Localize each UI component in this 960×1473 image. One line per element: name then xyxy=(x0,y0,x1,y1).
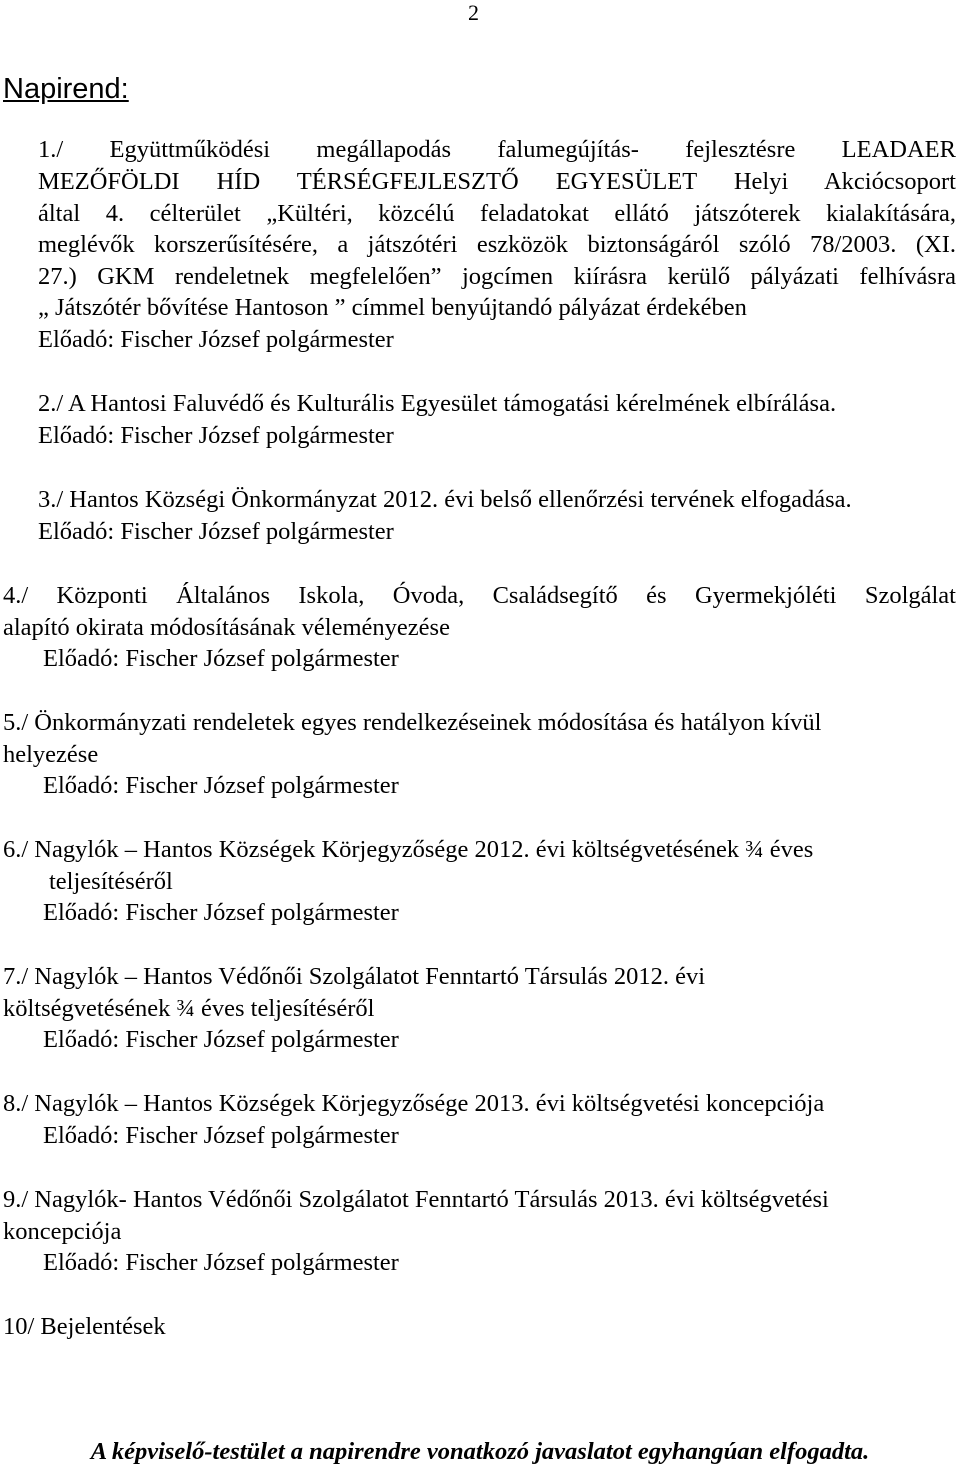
agenda-item-text-line: MEZŐFÖLDI HÍD TÉRSÉGFEJLESZTŐ EGYESÜLET Helyi Akciócsoport xyxy=(38,168,956,195)
agenda-item-text-line: alapító okirata módosításának véleményezése xyxy=(3,613,450,641)
agenda-item-9 xyxy=(3,1184,956,1279)
presenter-line: Előadó: Fischer József polgármester xyxy=(43,1121,399,1149)
agenda-item-text-line: 9./ Nagylók- Hantos Védőnői Szolgálatot Fenntartó Társulás 2013. évi költségvetési xyxy=(3,1186,829,1213)
presenter-line: Előadó: Fischer József polgármester xyxy=(43,1249,399,1276)
agenda-item-1-cont xyxy=(38,166,956,355)
agenda-item-text-line: 3./ Hantos Községi Önkormányzat 2012. évi belső ellenőrzési tervének elfogadása. xyxy=(38,486,852,513)
agenda-item-text-line: 1./ Együttműködési megállapodás falumegújítás- fejlesztésre LEADAER xyxy=(38,136,956,163)
agenda-item-text-line: 10/ Bejelentések xyxy=(3,1313,166,1340)
agenda-item-5 xyxy=(3,707,956,802)
agenda-item-text-line: költségvetésének ¾ éves teljesítéséről xyxy=(3,994,375,1022)
agenda-item-text-line: helyezése xyxy=(3,740,99,768)
agenda-item-text-line: teljesítéséről xyxy=(49,867,173,895)
presenter-line: Előadó: Fischer József polgármester xyxy=(38,325,394,353)
presenter-line: Előadó: Fischer József polgármester xyxy=(38,517,394,545)
agenda-item-text-line: „ Játszótér bővítése Hantoson ” címmel benyújtandó pályázat érdekében xyxy=(38,294,747,321)
presenter-line: Előadó: Fischer József polgármester xyxy=(43,645,399,672)
presenter-line: Előadó: Fischer József polgármester xyxy=(43,899,399,926)
presenter-line: Előadó: Fischer József polgármester xyxy=(38,421,394,449)
agenda-item-text-line: meglévők korszerűsítésére, a játszótéri eszközök biztonságáról szóló 78/2003. (XI. xyxy=(38,231,956,258)
presenter-line: Előadó: Fischer József polgármester xyxy=(43,1026,399,1053)
agenda-item-text-line: 7./ Nagylók – Hantos Védőnői Szolgálatot Fenntartó Társulás 2012. évi xyxy=(3,963,706,990)
presenter-line: Előadó: Fischer József polgármester xyxy=(43,772,399,799)
page-number: 2 xyxy=(468,0,479,25)
closing-resolution: A képviselő-testület a napirendre vonatkozó javaslatot egyhangúan elfogadta. xyxy=(90,1438,870,1465)
agenda-item-10 xyxy=(3,1311,956,1343)
agenda-item-2 xyxy=(38,388,956,451)
agenda-item-6 xyxy=(3,834,956,929)
agenda-item-8 xyxy=(3,1088,956,1151)
agenda-item-3 xyxy=(38,484,956,547)
agenda-item-4 xyxy=(3,580,956,675)
agenda-heading: Napirend: xyxy=(3,73,129,105)
agenda-item-text-line: 27.) GKM rendeletnek megfelelően” jogcímen kiírásra kerülő pályázati felhívásra xyxy=(38,262,956,290)
agenda-item-text-line: 6./ Nagylók – Hantos Községek Körjegyzősége 2012. évi költségvetésének ¾ éves xyxy=(3,836,814,863)
agenda-item-text-line: által 4. célterület „Kültéri, közcélú feladatokat ellátó játszóterek kialakítására, xyxy=(38,199,956,227)
agenda-item-text-line: 2./ A Hantosi Faluvédő és Kulturális Egyesület támogatási kérelmének elbírálása. xyxy=(38,390,837,417)
agenda-item-text-line: koncepciója xyxy=(3,1217,122,1245)
agenda-item-7 xyxy=(3,961,956,1056)
agenda-item-1 xyxy=(38,134,956,166)
agenda-item-text-line: 5./ Önkormányzati rendeletek egyes rendelkezéseinek módosítása és hatályon kívül xyxy=(3,709,822,736)
agenda-item-text-line: 8./ Nagylók – Hantos Községek Körjegyzősége 2013. évi költségvetési koncepciója xyxy=(3,1090,825,1117)
agenda-item-text-line: 4./ Központi Általános Iskola, Óvoda, Családsegítő és Gyermekjóléti Szolgálat xyxy=(3,582,956,609)
